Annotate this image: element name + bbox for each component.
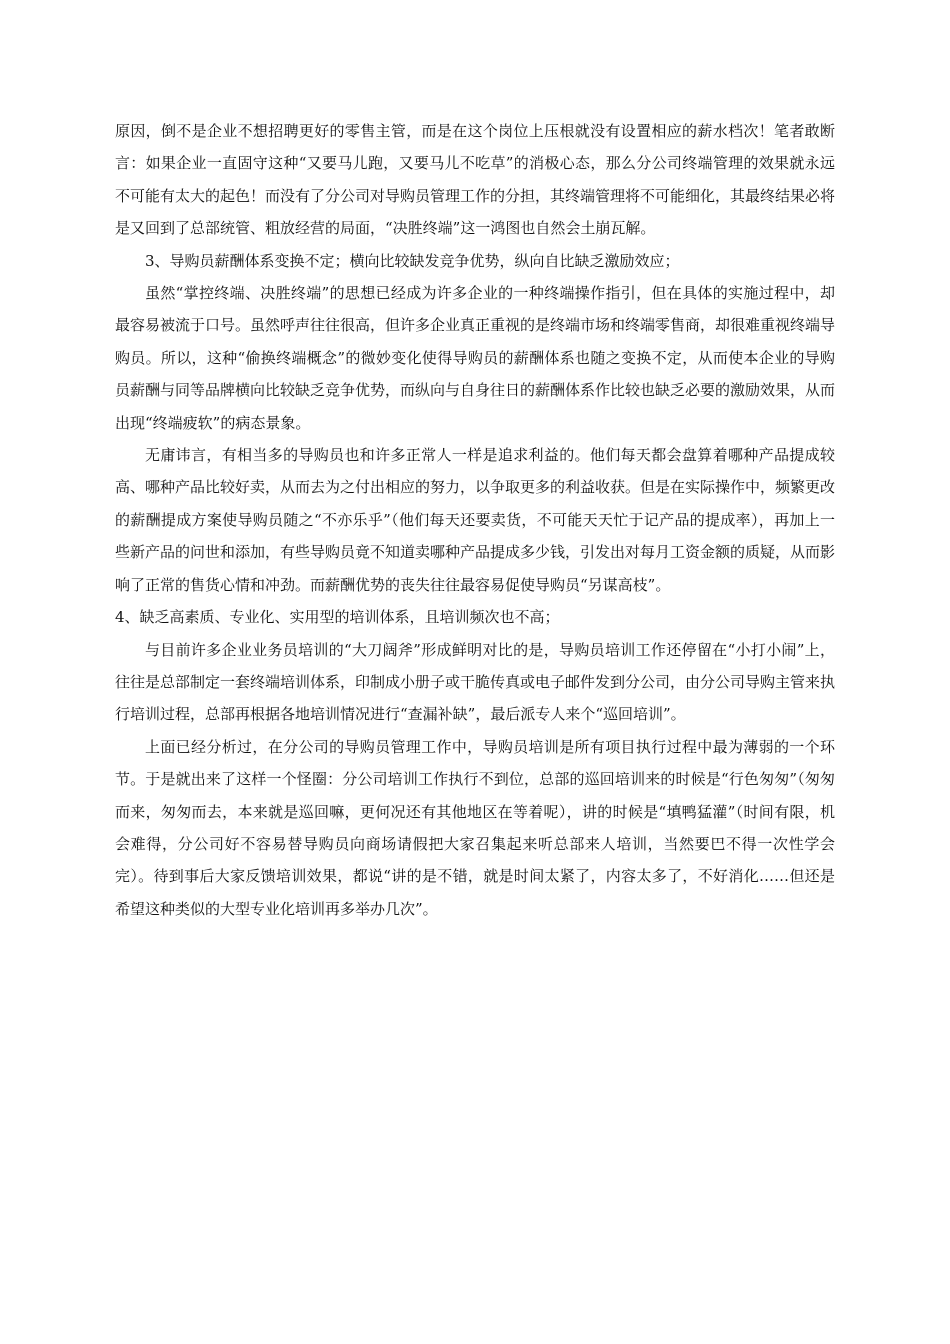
paragraph-4-2: 上面已经分析过，在分公司的导购员管理工作中，导购员培训是所有项目执行过程中最为薄弱的一个环节。于是就出来了这样一个怪圈：分公司培训工作执行不到位，总部的巡回培训来的时候是“行色匆匆”（匆匆而来，匆匆而去，本来就是巡回嘛，更何况还有其他地区在等着呢），讲的时候是“填鸭猛灌”（时间有限，机会难得，分公司好不容易替导购员向商场请假把大家召集起来听总部来人培训，当然要巴不得一次性学会完）。待到事后大家反馈培训效果，都说“讲的是不错，就是时间太紧了，内容太多了，不好消化……但还是希望这种类似的大型专业化培训再多举办几次”。 bbox=[115, 737, 835, 918]
section-heading-3: 3、导购员薪酬体系变换不定；横向比较缺发竞争优势，纵向自比缺乏激励效应； bbox=[145, 251, 680, 270]
section-heading-4: 4、缺乏高素质、专业化、实用型的培训体系，且培训频次也不高； bbox=[115, 608, 560, 627]
paragraph-continuation: 原因，倒不是企业不想招聘更好的零售主管，而是在这个岗位上压根就没有设置相应的薪水档次！笔者敢断言：如果企业一直固守这种“又要马儿跑，又要马儿不吃草”的消极心态，那么分公司终端管理的效果就永远不可能有太大的起色！而没有了分公司对导购员管理工作的分担，其终端管理将不可能细化，其最终结果必将是又回到了总部统管、粗放经营的局面，“决胜终端”这一鸿图也自然会土崩瓦解。 bbox=[115, 122, 836, 238]
paragraph-4-1: 与目前许多企业业务员培训的“大刀阔斧”形成鲜明对比的是，导购员培训工作还停留在“小打小闹”上，往往是总部制定一套终端培训体系，印制成小册子或干脆传真或电子邮件发到分公司，由分公司导购主管来执行培训过程，总部再根据各地培训情况进行“查漏补缺”，最后派专人来个“巡回培训”。 bbox=[115, 640, 836, 724]
paragraph-3-1: 虽然“掌控终端、决胜终端”的思想已经成为许多企业的一种终端操作指引，但在具体的实施过程中，却最容易被流于口号。虽然呼声往往很高，但许多企业真正重视的是终端市场和终端零售商，却很难重视终端导购员。所以，这种“偷换终端概念”的微妙变化使得导购员的薪酬体系也随之变换不定，从而使本企业的导购员薪酬与同等品牌横向比较缺乏竞争优势，而纵向与自身往日的薪酬体系作比较也缺乏必要的激励效果，从而出现“终端疲软”的病态景象。 bbox=[115, 284, 836, 432]
document-body bbox=[115, 115, 835, 925]
paragraph-3-2: 无庸讳言，有相当多的导购员也和许多正常人一样是追求利益的。他们每天都会盘算着哪种产品提成较高、哪种产品比较好卖，从而去为之付出相应的努力，以争取更多的利益收获。但是在实际操作中，频繁更改的薪酬提成方案使导购员随之“不亦乐乎”（他们每天还要卖货，不可能天天忙于记产品的提成率），再加上一些新产品的问世和添加，有些导购员竟不知道卖哪种产品提成多少钱，引发出对每月工资金额的质疑，从而影响了正常的售货心情和冲劲。而薪酬优势的丧失往往最容易促使导购员“另谋高枝”。 bbox=[115, 446, 836, 594]
